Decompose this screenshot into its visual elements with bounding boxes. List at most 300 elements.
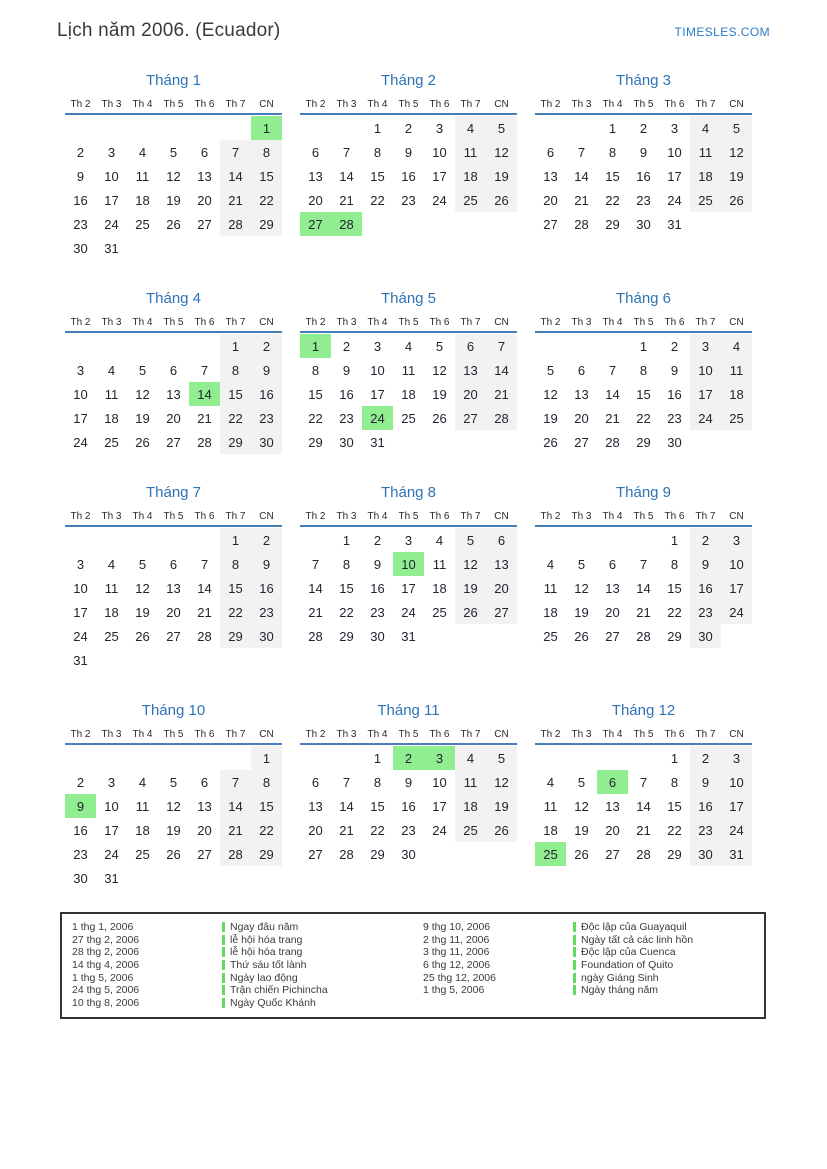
day-cell: 1 xyxy=(251,746,282,770)
day-cell: 2 xyxy=(690,746,721,770)
day-cell: 7 xyxy=(342,774,351,790)
day-cell: 27 xyxy=(543,216,558,232)
day-cell: 11 xyxy=(401,362,416,378)
day-cell: 12 xyxy=(543,386,558,402)
day-cell: 4 xyxy=(107,556,116,572)
weekday-label: Th 2 xyxy=(540,511,561,522)
week-row xyxy=(300,528,517,552)
day-cell: 23 xyxy=(370,604,385,620)
day-cell: 18 xyxy=(455,164,486,188)
day-cell: 29 xyxy=(636,434,651,450)
day-cell: 19 xyxy=(455,576,486,600)
weekday-label: Th 4 xyxy=(367,99,388,110)
day-cell: 24 xyxy=(73,434,88,450)
month-title: Tháng 5 xyxy=(380,290,437,307)
week-row xyxy=(65,188,282,212)
weekday-label: Th 7 xyxy=(695,511,716,522)
day-cell: 10 xyxy=(73,580,88,596)
weekday-label: Th 3 xyxy=(336,99,357,110)
day-cell: 30 xyxy=(667,434,682,450)
weekday-header-row xyxy=(65,728,282,741)
legend-holiday-name: Ngay đâu năm xyxy=(230,921,299,934)
day-cell: 22 xyxy=(251,188,282,212)
legend-date: 1 thg 5, 2006 xyxy=(423,984,485,997)
empty-day-cell xyxy=(628,528,659,552)
day-cell: 5 xyxy=(435,338,444,354)
empty-day-cell xyxy=(300,116,331,140)
empty-day-cell xyxy=(486,842,517,866)
legend-date: 3 thg 11, 2006 xyxy=(423,946,490,959)
day-cell: 30 xyxy=(73,240,88,256)
day-cell: 22 xyxy=(370,192,385,208)
day-cell: 25 xyxy=(721,406,752,430)
day-cell: 2 xyxy=(251,334,282,358)
day-cell: 3 xyxy=(690,334,721,358)
legend-holiday-name: Độc lập của Guayaquil xyxy=(581,921,687,934)
weekday-label: Th 6 xyxy=(429,317,450,328)
day-cell: 31 xyxy=(104,870,119,886)
empty-day-cell xyxy=(189,746,220,770)
day-cell: 7 xyxy=(220,770,251,794)
day-cell: 10 xyxy=(432,144,447,160)
empty-day-cell xyxy=(96,648,127,672)
day-cell: 28 xyxy=(197,434,212,450)
day-cell: 20 xyxy=(486,576,517,600)
week-row xyxy=(535,430,752,454)
week-row xyxy=(535,212,752,236)
week-row xyxy=(535,140,752,164)
day-cell: 28 xyxy=(220,842,251,866)
day-cell: 20 xyxy=(605,822,620,838)
empty-day-cell xyxy=(158,528,189,552)
day-cell: 12 xyxy=(135,386,150,402)
day-cell: 30 xyxy=(690,842,721,866)
day-cell: 29 xyxy=(339,628,354,644)
weekday-label: Th 4 xyxy=(367,511,388,522)
empty-day-cell xyxy=(393,212,424,236)
day-cell: 16 xyxy=(401,168,416,184)
legend-entry xyxy=(72,971,413,984)
empty-day-cell xyxy=(220,236,251,260)
weekday-label: Th 5 xyxy=(398,511,419,522)
empty-day-cell xyxy=(721,212,752,236)
legend-holiday-name: Ngày tất cả các linh hồn xyxy=(581,933,694,946)
day-cell: 7 xyxy=(311,556,320,572)
weekday-label: Th 7 xyxy=(460,99,481,110)
day-cell: 16 xyxy=(690,576,721,600)
day-cell: 21 xyxy=(486,382,517,406)
weekday-label: Th 7 xyxy=(695,729,716,740)
weekday-label: Th 3 xyxy=(336,729,357,740)
legend-date: 27 thg 2, 2006 xyxy=(72,933,140,946)
empty-day-cell xyxy=(331,116,362,140)
week-row xyxy=(535,528,752,552)
legend-entry xyxy=(423,921,764,934)
empty-day-cell xyxy=(486,212,517,236)
weekday-label: Th 2 xyxy=(540,317,561,328)
day-cell: 21 xyxy=(220,818,251,842)
header-underline xyxy=(65,743,282,745)
day-cell: 23 xyxy=(401,822,416,838)
day-cell: 22 xyxy=(220,406,251,430)
day-cell: 26 xyxy=(166,846,181,862)
day-cell: 8 xyxy=(220,552,251,576)
day-cell: 17 xyxy=(401,580,416,596)
day-cell: 2 xyxy=(76,774,85,790)
day-cell: 6 xyxy=(200,774,209,790)
day-cell: 1 xyxy=(639,338,648,354)
day-cell: 18 xyxy=(690,164,721,188)
empty-day-cell xyxy=(486,430,517,454)
empty-day-cell xyxy=(455,212,486,236)
weekday-label: Th 7 xyxy=(460,511,481,522)
day-cell: 10 xyxy=(104,168,119,184)
day-cell: 13 xyxy=(166,580,181,596)
day-cell: 27 xyxy=(166,434,181,450)
day-cell: 3 xyxy=(404,532,413,548)
week-row xyxy=(300,164,517,188)
header xyxy=(57,20,770,42)
day-cell: 21 xyxy=(339,192,354,208)
day-cell: 8 xyxy=(670,774,679,790)
weekday-label: CN xyxy=(494,511,509,522)
empty-day-cell xyxy=(127,746,158,770)
day-cell: 27 xyxy=(300,212,331,236)
day-cell: 19 xyxy=(543,410,558,426)
day-cell: 15 xyxy=(370,168,385,184)
day-cell: 13 xyxy=(197,168,212,184)
legend-holiday-name: Ngày tháng năm xyxy=(581,984,659,997)
legend-column-1 xyxy=(62,921,413,1009)
week-row xyxy=(65,794,282,818)
header-underline xyxy=(535,331,752,333)
day-cell: 16 xyxy=(401,798,416,814)
week-row xyxy=(65,528,282,552)
legend-entry xyxy=(72,934,413,947)
weekday-label: Th 7 xyxy=(695,317,716,328)
legend-date: 10 thg 8, 2006 xyxy=(72,996,140,1009)
brand-link[interactable]: TIMESLES.COM xyxy=(674,25,770,39)
day-cell: 13 xyxy=(308,168,323,184)
day-cell: 11 xyxy=(455,770,486,794)
day-cell: 5 xyxy=(138,556,147,572)
weekday-label: Th 2 xyxy=(70,317,91,328)
day-cell: 21 xyxy=(197,410,212,426)
week-row xyxy=(300,406,517,430)
week-row xyxy=(535,746,752,770)
day-cell: 14 xyxy=(486,358,517,382)
weekday-label: Th 7 xyxy=(225,511,246,522)
weekday-label: Th 2 xyxy=(540,99,561,110)
empty-day-cell xyxy=(597,746,628,770)
day-cell: 20 xyxy=(574,410,589,426)
weekday-label: Th 4 xyxy=(602,317,623,328)
day-cell: 11 xyxy=(543,580,558,596)
day-cell: 23 xyxy=(73,216,88,232)
day-cell: 1 xyxy=(373,120,382,136)
day-cell: 11 xyxy=(721,358,752,382)
week-row xyxy=(65,430,282,454)
day-cell: 24 xyxy=(690,406,721,430)
day-cell: 18 xyxy=(543,822,558,838)
weekday-label: Th 5 xyxy=(163,729,184,740)
header-underline xyxy=(65,331,282,333)
week-row xyxy=(300,116,517,140)
week-row xyxy=(535,600,752,624)
day-cell: 7 xyxy=(200,556,209,572)
week-row xyxy=(535,164,752,188)
legend-date: 9 thg 10, 2006 xyxy=(423,921,491,934)
day-cell: 21 xyxy=(220,188,251,212)
month-10 xyxy=(65,702,282,890)
day-cell: 26 xyxy=(721,188,752,212)
day-cell: 6 xyxy=(455,334,486,358)
day-cell: 17 xyxy=(690,382,721,406)
day-cell: 17 xyxy=(73,604,88,620)
day-cell: 28 xyxy=(486,406,517,430)
day-cell: 15 xyxy=(636,386,651,402)
legend-date: 1 thg 1, 2006 xyxy=(72,921,134,934)
day-cell: 18 xyxy=(401,386,416,402)
day-cell: 29 xyxy=(667,846,682,862)
day-cell: 14 xyxy=(636,580,651,596)
holiday-marker-icon xyxy=(573,985,576,995)
empty-day-cell xyxy=(455,624,486,648)
day-cell: 12 xyxy=(574,798,589,814)
day-cell: 23 xyxy=(690,600,721,624)
empty-day-cell xyxy=(158,866,189,890)
day-cell: 14 xyxy=(339,168,354,184)
day-cell: 17 xyxy=(104,822,119,838)
empty-day-cell xyxy=(566,334,597,358)
month-title: Tháng 4 xyxy=(145,290,202,307)
day-cell: 10 xyxy=(721,552,752,576)
legend-entry xyxy=(423,971,764,984)
month-5 xyxy=(300,290,517,454)
day-cell: 15 xyxy=(220,382,251,406)
week-row xyxy=(300,794,517,818)
legend-column-2 xyxy=(413,921,764,1009)
day-cell: 11 xyxy=(104,386,119,402)
empty-day-cell xyxy=(220,648,251,672)
day-cell: 14 xyxy=(220,164,251,188)
day-cell: 2 xyxy=(251,528,282,552)
day-cell: 8 xyxy=(311,362,320,378)
empty-day-cell xyxy=(158,116,189,140)
day-cell: 14 xyxy=(220,794,251,818)
empty-day-cell xyxy=(721,430,752,454)
week-row xyxy=(300,382,517,406)
day-cell: 10 xyxy=(667,144,682,160)
day-cell: 26 xyxy=(135,628,150,644)
empty-day-cell xyxy=(424,842,455,866)
weekday-label: Th 7 xyxy=(460,317,481,328)
day-cell: 3 xyxy=(721,528,752,552)
day-cell: 11 xyxy=(135,168,150,184)
legend-holiday-name: Foundation of Quito xyxy=(581,959,674,972)
day-cell: 23 xyxy=(251,406,282,430)
day-cell: 25 xyxy=(535,842,566,866)
weekday-label: CN xyxy=(494,99,509,110)
day-cell: 5 xyxy=(138,362,147,378)
empty-day-cell xyxy=(127,236,158,260)
day-cell: 21 xyxy=(574,192,589,208)
day-cell: 3 xyxy=(76,362,85,378)
empty-day-cell xyxy=(566,746,597,770)
day-cell: 24 xyxy=(362,406,393,430)
week-row xyxy=(65,140,282,164)
weekday-label: Th 6 xyxy=(429,511,450,522)
holiday-marker-icon xyxy=(222,947,225,957)
day-cell: 24 xyxy=(721,818,752,842)
day-cell: 19 xyxy=(135,410,150,426)
month-11 xyxy=(300,702,517,866)
day-cell: 2 xyxy=(404,120,413,136)
empty-day-cell xyxy=(189,866,220,890)
day-cell: 12 xyxy=(166,798,181,814)
day-cell: 27 xyxy=(197,846,212,862)
legend-entry xyxy=(72,959,413,972)
weekday-label: Th 3 xyxy=(101,99,122,110)
day-cell: 15 xyxy=(667,580,682,596)
weekday-label: CN xyxy=(259,317,274,328)
weekday-label: Th 6 xyxy=(664,511,685,522)
weekday-label: Th 2 xyxy=(70,511,91,522)
day-cell: 22 xyxy=(370,822,385,838)
day-cell: 18 xyxy=(104,410,119,426)
empty-day-cell xyxy=(597,334,628,358)
holiday-marker-icon xyxy=(222,998,225,1008)
empty-day-cell xyxy=(189,334,220,358)
legend-holiday-name: Ngày lao động xyxy=(230,971,298,984)
day-cell: 17 xyxy=(721,794,752,818)
day-cell: 5 xyxy=(169,774,178,790)
legend-date: 14 thg 4, 2006 xyxy=(72,959,140,972)
day-cell: 4 xyxy=(435,532,444,548)
day-cell: 1 xyxy=(220,334,251,358)
empty-day-cell xyxy=(65,116,96,140)
month-3 xyxy=(535,72,752,236)
empty-day-cell xyxy=(251,866,282,890)
day-cell: 22 xyxy=(308,410,323,426)
day-cell: 13 xyxy=(605,580,620,596)
weekday-label: Th 4 xyxy=(132,99,153,110)
weekday-label: Th 4 xyxy=(367,729,388,740)
weekday-label: Th 4 xyxy=(132,729,153,740)
day-cell: 21 xyxy=(636,604,651,620)
legend-date: 25 thg 12, 2006 xyxy=(423,971,496,984)
day-cell: 12 xyxy=(574,580,589,596)
legend-holiday-name: Thứ sáu tốt lành xyxy=(230,959,307,972)
weekday-label: Th 7 xyxy=(225,729,246,740)
day-cell: 28 xyxy=(308,628,323,644)
day-cell: 13 xyxy=(543,168,558,184)
day-cell: 9 xyxy=(65,794,96,818)
day-cell: 20 xyxy=(308,822,323,838)
day-cell: 19 xyxy=(166,192,181,208)
day-cell: 4 xyxy=(546,774,555,790)
week-row xyxy=(300,188,517,212)
day-cell: 19 xyxy=(721,164,752,188)
weekday-label: Th 5 xyxy=(633,511,654,522)
legend-date: 2 thg 11, 2006 xyxy=(423,933,490,946)
month-9 xyxy=(535,484,752,648)
day-cell: 15 xyxy=(220,576,251,600)
day-cell: 25 xyxy=(455,818,486,842)
day-cell: 10 xyxy=(690,358,721,382)
day-cell: 8 xyxy=(670,556,679,572)
day-cell: 3 xyxy=(721,746,752,770)
weekday-header-row xyxy=(65,510,282,523)
day-cell: 3 xyxy=(424,746,455,770)
weekday-label: CN xyxy=(259,511,274,522)
weekday-label: Th 6 xyxy=(664,317,685,328)
legend-holiday-name: ngày Giáng Sinh xyxy=(581,971,659,984)
weekday-label: Th 7 xyxy=(225,99,246,110)
day-cell: 14 xyxy=(189,382,220,406)
day-cell: 5 xyxy=(169,144,178,160)
day-cell: 4 xyxy=(546,556,555,572)
legend-entry xyxy=(423,984,764,997)
empty-day-cell xyxy=(424,430,455,454)
day-cell: 25 xyxy=(104,628,119,644)
day-cell: 21 xyxy=(197,604,212,620)
legend-date: 1 thg 5, 2006 xyxy=(72,971,134,984)
day-cell: 18 xyxy=(721,382,752,406)
holiday-marker-icon xyxy=(222,922,225,932)
weekday-header-row xyxy=(535,316,752,329)
week-row xyxy=(535,794,752,818)
day-cell: 13 xyxy=(486,552,517,576)
holiday-marker-icon xyxy=(222,973,225,983)
day-cell: 9 xyxy=(76,168,85,184)
week-row xyxy=(535,406,752,430)
legend-date: 28 thg 2, 2006 xyxy=(72,946,140,959)
empty-day-cell xyxy=(127,866,158,890)
month-7 xyxy=(65,484,282,672)
day-cell: 8 xyxy=(639,362,648,378)
weekday-label: Th 4 xyxy=(602,511,623,522)
empty-day-cell xyxy=(127,648,158,672)
day-cell: 22 xyxy=(339,604,354,620)
empty-day-cell xyxy=(535,746,566,770)
week-row xyxy=(65,624,282,648)
day-cell: 4 xyxy=(107,362,116,378)
empty-day-cell xyxy=(300,746,331,770)
day-cell: 26 xyxy=(432,410,447,426)
weekday-label: Th 6 xyxy=(429,99,450,110)
empty-day-cell xyxy=(393,430,424,454)
weekday-label: CN xyxy=(729,317,744,328)
day-cell: 23 xyxy=(690,818,721,842)
day-cell: 25 xyxy=(104,434,119,450)
header-underline xyxy=(300,525,517,527)
day-cell: 28 xyxy=(197,628,212,644)
empty-day-cell xyxy=(65,528,96,552)
day-cell: 7 xyxy=(200,362,209,378)
header-underline xyxy=(300,331,517,333)
empty-day-cell xyxy=(362,212,393,236)
day-cell: 18 xyxy=(543,604,558,620)
day-cell: 23 xyxy=(251,600,282,624)
weekday-label: Th 7 xyxy=(460,729,481,740)
day-cell: 26 xyxy=(455,600,486,624)
day-cell: 3 xyxy=(107,144,116,160)
header-underline xyxy=(65,113,282,115)
day-cell: 14 xyxy=(605,386,620,402)
legend-date: 6 thg 12, 2006 xyxy=(423,959,491,972)
day-cell: 5 xyxy=(721,116,752,140)
